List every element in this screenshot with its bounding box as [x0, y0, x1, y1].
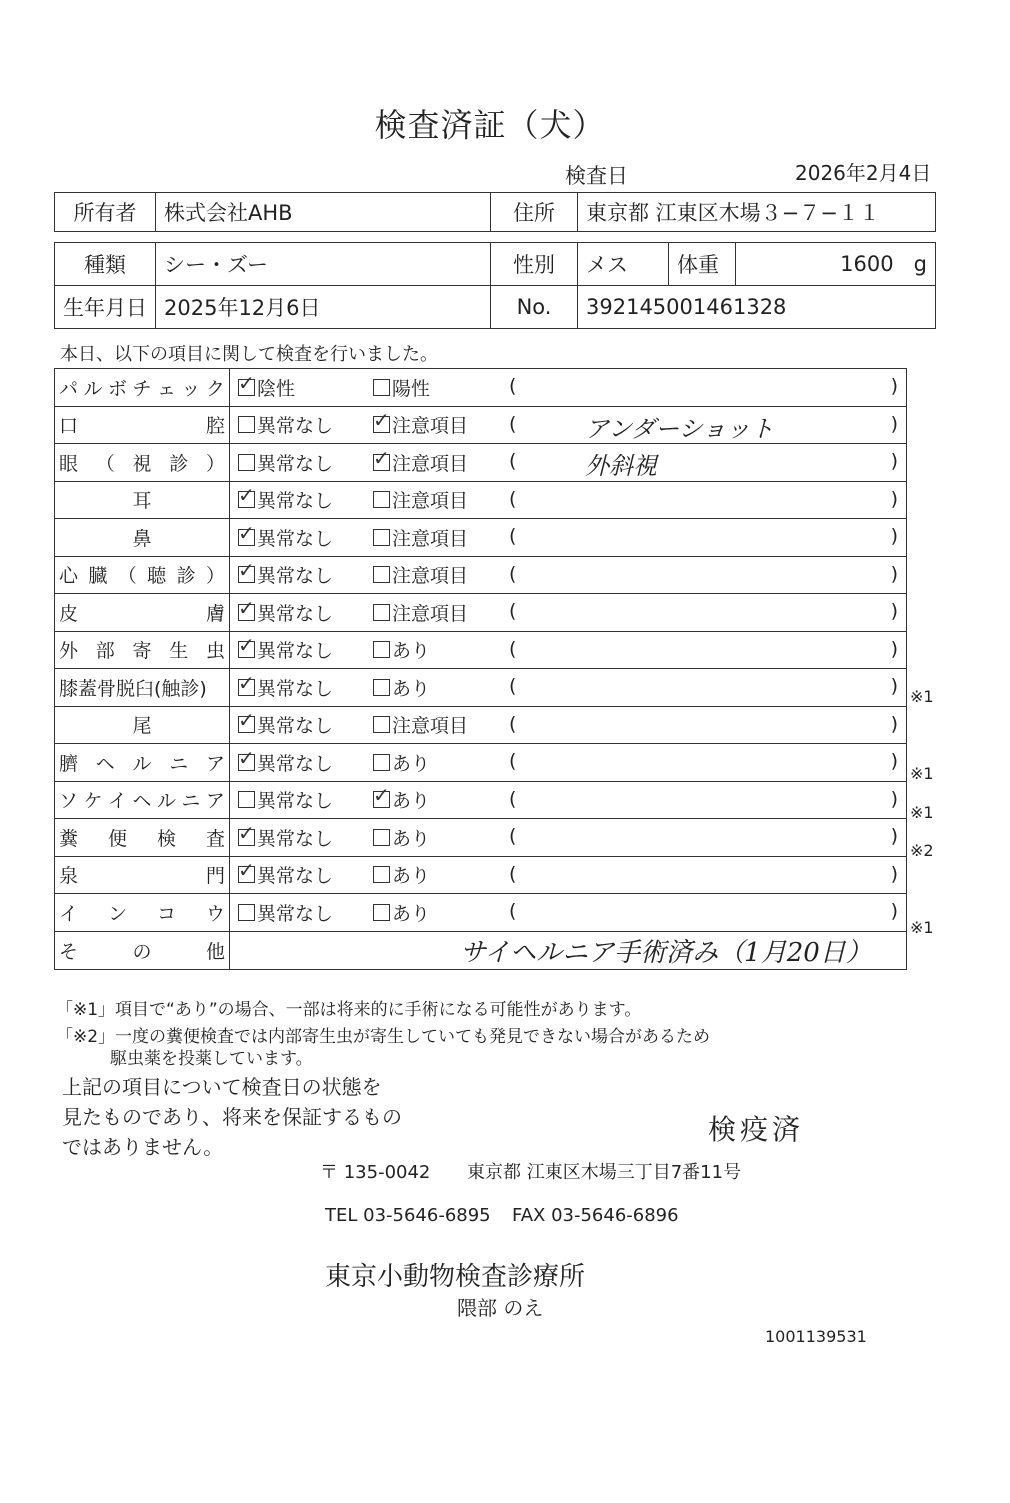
checkbox-icon[interactable] — [238, 679, 255, 696]
document-number: 1001139531 — [765, 1327, 867, 1346]
check-item-text: 膝蓋骨脱臼(触診) — [59, 677, 207, 700]
vet-name: 隈部 のえ — [457, 1296, 544, 1320]
clinic-tel: TEL 03-5646-6895 — [325, 1205, 491, 1226]
option-label: 異常なし — [257, 790, 334, 813]
option-label: 注意項目 — [392, 452, 469, 475]
paren-open: ( — [509, 450, 517, 472]
clinic-address: 東京都 江東区木場三丁目7番11号 — [467, 1162, 742, 1183]
paren-open: ( — [509, 562, 517, 585]
paren-open: ( — [509, 900, 517, 922]
option-normal[interactable] — [230, 786, 373, 813]
option-label: 異常なし — [257, 415, 334, 438]
memo-text: アンダーショット — [585, 414, 775, 443]
checkbox-icon[interactable] — [238, 754, 255, 771]
check-row — [55, 369, 907, 407]
breed-value: シー・ズー — [156, 243, 491, 286]
check-item-label — [55, 819, 230, 857]
option-flag[interactable] — [373, 749, 503, 776]
check-result — [230, 781, 506, 819]
row-note: ※1 — [910, 764, 934, 783]
checkbox-icon[interactable] — [238, 904, 255, 921]
other-label: そ の 他 — [59, 940, 225, 963]
check-item-text: 尾 — [132, 715, 152, 738]
check-item-label — [55, 744, 230, 782]
paren-close: ) — [890, 375, 898, 397]
footnote-1: 「※1」項目で“あり”の場合、一部は将来的に手術になる可能性があります。 — [56, 1000, 642, 1020]
paren-close: ) — [890, 450, 898, 472]
paren-close: ) — [890, 712, 898, 735]
check-memo — [505, 369, 907, 407]
check-result — [230, 819, 506, 857]
checkbox-icon[interactable] — [373, 866, 390, 883]
check-row — [55, 781, 907, 819]
option-normal[interactable] — [230, 749, 373, 776]
option-flag[interactable] — [373, 486, 503, 513]
checkbox-icon[interactable] — [373, 716, 390, 733]
check-row — [55, 594, 907, 632]
check-memo — [505, 781, 907, 819]
clinic-name: 東京小動物検査診療所 — [325, 1262, 586, 1292]
check-item-text: パ ル ボ チ ェ ッ ク — [59, 377, 225, 400]
check-item-text: 耳 — [132, 490, 152, 513]
checkbox-icon[interactable] — [373, 754, 390, 771]
option-normal[interactable] — [230, 861, 373, 888]
check-item-label — [55, 894, 230, 932]
option-label: 異常なし — [257, 452, 334, 475]
check-item-label — [55, 519, 230, 557]
check-memo — [505, 594, 907, 632]
checkbox-icon[interactable] — [373, 416, 390, 433]
checkbox-icon[interactable] — [238, 379, 255, 396]
check-result — [230, 406, 506, 444]
checkbox-icon[interactable] — [373, 679, 390, 696]
paren-open: ( — [509, 412, 517, 435]
check-item-text: 糞 便 検 査 — [59, 827, 225, 850]
option-label: 異常なし — [257, 602, 334, 625]
check-row — [55, 631, 907, 669]
option-label: 異常なし — [257, 827, 334, 850]
check-item-label — [55, 481, 230, 519]
option-normal[interactable] — [230, 711, 373, 738]
disclaimer-line-2: 見たものであり、将来を保証するもの — [62, 1105, 402, 1129]
option-normal[interactable] — [230, 636, 373, 663]
option-label: 注意項目 — [392, 565, 469, 588]
checkbox-icon[interactable] — [238, 829, 255, 846]
check-memo — [505, 631, 907, 669]
paren-close: ) — [890, 637, 898, 660]
checkbox-icon[interactable] — [238, 491, 255, 508]
check-item-text: 口 腔 — [59, 415, 225, 438]
option-label: 注意項目 — [392, 415, 469, 438]
option-flag[interactable] — [373, 861, 503, 888]
option-label: 異常なし — [257, 902, 334, 925]
check-row — [55, 406, 907, 444]
row-note: ※1 — [910, 686, 934, 706]
checkbox-icon[interactable] — [373, 904, 390, 921]
check-item-text: 皮 膚 — [59, 602, 225, 625]
exam-date: 2026年2月4日 — [795, 161, 932, 185]
option-label: あり — [392, 865, 431, 888]
checkbox-icon[interactable] — [373, 604, 390, 621]
paren-close: ) — [890, 787, 898, 810]
option-normal[interactable] — [230, 449, 373, 476]
checkbox-icon[interactable] — [238, 416, 255, 433]
other-cell — [230, 931, 907, 969]
checkbox-icon[interactable] — [238, 641, 255, 658]
option-label: あり — [392, 677, 431, 700]
paren-open: ( — [509, 675, 517, 697]
check-result — [230, 444, 506, 482]
checkbox-icon[interactable] — [238, 791, 255, 808]
weight-label: 体重 — [669, 243, 736, 286]
check-row — [55, 519, 907, 557]
other-label-cell — [55, 931, 230, 969]
no-value: 392145001461328 — [578, 286, 936, 329]
option-normal[interactable] — [230, 674, 373, 701]
paren-close: ) — [890, 825, 898, 847]
check-item-text: イ ン コ ウ — [59, 902, 225, 925]
checks-table — [54, 368, 907, 970]
check-item-text: 心 臓 （ 聴 診 ） — [59, 565, 225, 588]
checkbox-icon[interactable] — [238, 529, 255, 546]
footnote-2-cont: 駆虫薬を投薬しています。 — [110, 1049, 313, 1069]
breed-label: 種類 — [55, 243, 156, 286]
paren-open: ( — [509, 487, 517, 510]
check-result — [230, 481, 506, 519]
checkbox-icon[interactable] — [238, 566, 255, 583]
option-label: あり — [392, 827, 431, 850]
row-note: ※2 — [910, 841, 934, 861]
option-normal[interactable] — [230, 899, 373, 926]
option-flag[interactable] — [373, 824, 503, 851]
check-memo — [505, 856, 907, 894]
paren-open: ( — [509, 862, 517, 885]
checkbox-icon[interactable] — [373, 529, 390, 546]
check-item-label — [55, 631, 230, 669]
intro-text: 本日、以下の項目に関して検査を行いました。 — [60, 344, 438, 365]
check-result — [230, 369, 506, 407]
option-normal[interactable] — [230, 486, 373, 513]
check-memo — [505, 556, 907, 594]
check-item-label — [55, 594, 230, 632]
paren-open: ( — [509, 787, 517, 810]
address-label: 住所 — [491, 193, 578, 232]
paren-open: ( — [509, 525, 517, 547]
check-memo — [505, 819, 907, 857]
checkbox-icon[interactable] — [238, 716, 255, 733]
option-label: 異常なし — [257, 490, 334, 513]
checkbox-icon[interactable] — [373, 491, 390, 508]
address-value: 東京都 江東区木場３−７−１１ — [578, 193, 936, 232]
check-memo — [505, 519, 907, 557]
no-label: No. — [491, 286, 578, 329]
check-item-label — [55, 781, 230, 819]
option-flag[interactable] — [373, 374, 503, 401]
checkbox-icon[interactable] — [373, 566, 390, 583]
option-flag[interactable] — [373, 899, 503, 926]
check-item-text: 外 部 寄 生 虫 — [59, 640, 225, 663]
check-memo — [505, 706, 907, 744]
paren-open: ( — [509, 750, 517, 772]
check-row — [55, 706, 907, 744]
row-note: ※1 — [910, 918, 934, 938]
check-memo — [505, 669, 907, 707]
option-label: 異常なし — [257, 752, 334, 775]
footnote-2: 「※2」一度の糞便検査では内部寄生虫が寄生していても発見できない場合があるため — [56, 1027, 711, 1047]
option-label: あり — [392, 790, 431, 813]
option-normal[interactable] — [230, 524, 373, 551]
check-item-label — [55, 406, 230, 444]
paren-close: ) — [890, 487, 898, 510]
option-label: 異常なし — [257, 715, 334, 738]
option-flag[interactable] — [373, 674, 503, 701]
option-normal[interactable] — [230, 824, 373, 851]
owner-label: 所有者 — [55, 193, 156, 232]
exam-date-label: 検査日 — [565, 164, 628, 188]
sex-value: メス — [578, 243, 669, 286]
option-flag[interactable] — [373, 599, 503, 626]
checkbox-icon[interactable] — [373, 829, 390, 846]
weight-value: 1600 — [840, 252, 894, 276]
weight-cell — [736, 243, 936, 286]
birth-value: 2025年12月6日 — [156, 286, 491, 329]
checkbox-icon[interactable] — [373, 454, 390, 471]
birth-label: 生年月日 — [55, 286, 156, 329]
check-result — [230, 744, 506, 782]
check-row — [55, 669, 907, 707]
paren-open: ( — [509, 825, 517, 847]
paren-open: ( — [509, 375, 517, 397]
disclaimer — [62, 1072, 402, 1162]
check-result — [230, 519, 506, 557]
sex-label: 性別 — [491, 243, 578, 286]
check-item-label — [55, 369, 230, 407]
check-row — [55, 744, 907, 782]
check-item-text: 眼 （ 視 診 ） — [59, 452, 225, 475]
checkbox-icon[interactable] — [238, 866, 255, 883]
paren-close: ) — [890, 900, 898, 922]
pet-info-table — [54, 242, 936, 329]
check-item-label — [55, 706, 230, 744]
check-item-label — [55, 556, 230, 594]
check-row — [55, 444, 907, 482]
option-flag[interactable] — [373, 524, 503, 551]
check-result — [230, 669, 506, 707]
option-normal[interactable] — [230, 374, 373, 401]
check-row — [55, 819, 907, 857]
option-label: あり — [392, 902, 431, 925]
checkbox-icon[interactable] — [238, 454, 255, 471]
checkbox-icon[interactable] — [373, 379, 390, 396]
option-label: 異常なし — [257, 527, 334, 550]
option-label: 注意項目 — [392, 490, 469, 513]
option-flag[interactable] — [373, 711, 503, 738]
check-result — [230, 856, 506, 894]
option-label: 異常なし — [257, 865, 334, 888]
owner-value: 株式会社AHB — [156, 193, 491, 232]
checkbox-icon[interactable] — [373, 641, 390, 658]
check-item-text: 泉 門 — [59, 865, 225, 888]
document-title: 検査済証（犬） — [374, 106, 606, 144]
option-label: 陽性 — [392, 377, 431, 400]
memo-text: 外斜視 — [585, 452, 657, 480]
owner-table — [54, 192, 936, 232]
option-label: あり — [392, 752, 431, 775]
check-item-text: 鼻 — [132, 527, 152, 550]
option-label: 陰性 — [257, 377, 296, 400]
check-row — [55, 556, 907, 594]
paren-open: ( — [509, 600, 517, 622]
check-item-text: ソ ケ イ ヘ ル ニ ア — [59, 790, 225, 813]
disclaimer-line-1: 上記の項目について検査日の状態を — [62, 1075, 382, 1099]
option-label: 異常なし — [257, 677, 334, 700]
paren-close: ) — [890, 562, 898, 585]
option-label: 異常なし — [257, 565, 334, 588]
option-normal[interactable] — [230, 561, 373, 588]
check-item-label — [55, 669, 230, 707]
option-label: 注意項目 — [392, 602, 469, 625]
quarantine-stamp: 検疫済 — [708, 1113, 805, 1146]
check-memo — [505, 744, 907, 782]
paren-open: ( — [509, 712, 517, 735]
paren-close: ) — [890, 600, 898, 622]
option-flag[interactable] — [373, 449, 503, 476]
paren-close: ) — [890, 675, 898, 697]
paren-close: ) — [890, 750, 898, 772]
check-row — [55, 481, 907, 519]
option-label: 注意項目 — [392, 527, 469, 550]
other-text: サイヘルニア手術済み（1月20日） — [460, 937, 872, 968]
check-result — [230, 894, 506, 932]
check-item-label — [55, 856, 230, 894]
check-item-label — [55, 444, 230, 482]
check-result — [230, 556, 506, 594]
option-flag[interactable] — [373, 561, 503, 588]
option-label: 注意項目 — [392, 715, 469, 738]
check-memo — [505, 481, 907, 519]
check-memo — [505, 894, 907, 932]
paren-close: ) — [890, 412, 898, 435]
paren-close: ) — [890, 862, 898, 885]
option-flag[interactable] — [373, 786, 503, 813]
check-row — [55, 856, 907, 894]
option-flag[interactable] — [373, 636, 503, 663]
check-memo — [505, 406, 907, 444]
checkbox-icon[interactable] — [373, 791, 390, 808]
option-label: 異常なし — [257, 640, 334, 663]
option-flag[interactable] — [373, 411, 503, 438]
check-result — [230, 631, 506, 669]
paren-close: ) — [890, 525, 898, 547]
checkbox-icon[interactable] — [238, 604, 255, 621]
row-note: ※1 — [910, 802, 934, 822]
weight-unit: g — [913, 252, 927, 276]
check-result — [230, 706, 506, 744]
clinic-fax: FAX 03-5646-6896 — [512, 1205, 679, 1226]
disclaimer-line-3: ではありません。 — [62, 1135, 224, 1159]
check-row — [55, 894, 907, 932]
option-normal[interactable] — [230, 411, 373, 438]
check-memo — [505, 444, 907, 482]
check-result — [230, 594, 506, 632]
paren-open: ( — [509, 637, 517, 660]
postal-code: 〒 135-0042 — [320, 1162, 431, 1183]
option-label: あり — [392, 640, 431, 663]
check-item-text: 臍 ヘ ル ニ ア — [59, 752, 225, 775]
option-normal[interactable] — [230, 599, 373, 626]
